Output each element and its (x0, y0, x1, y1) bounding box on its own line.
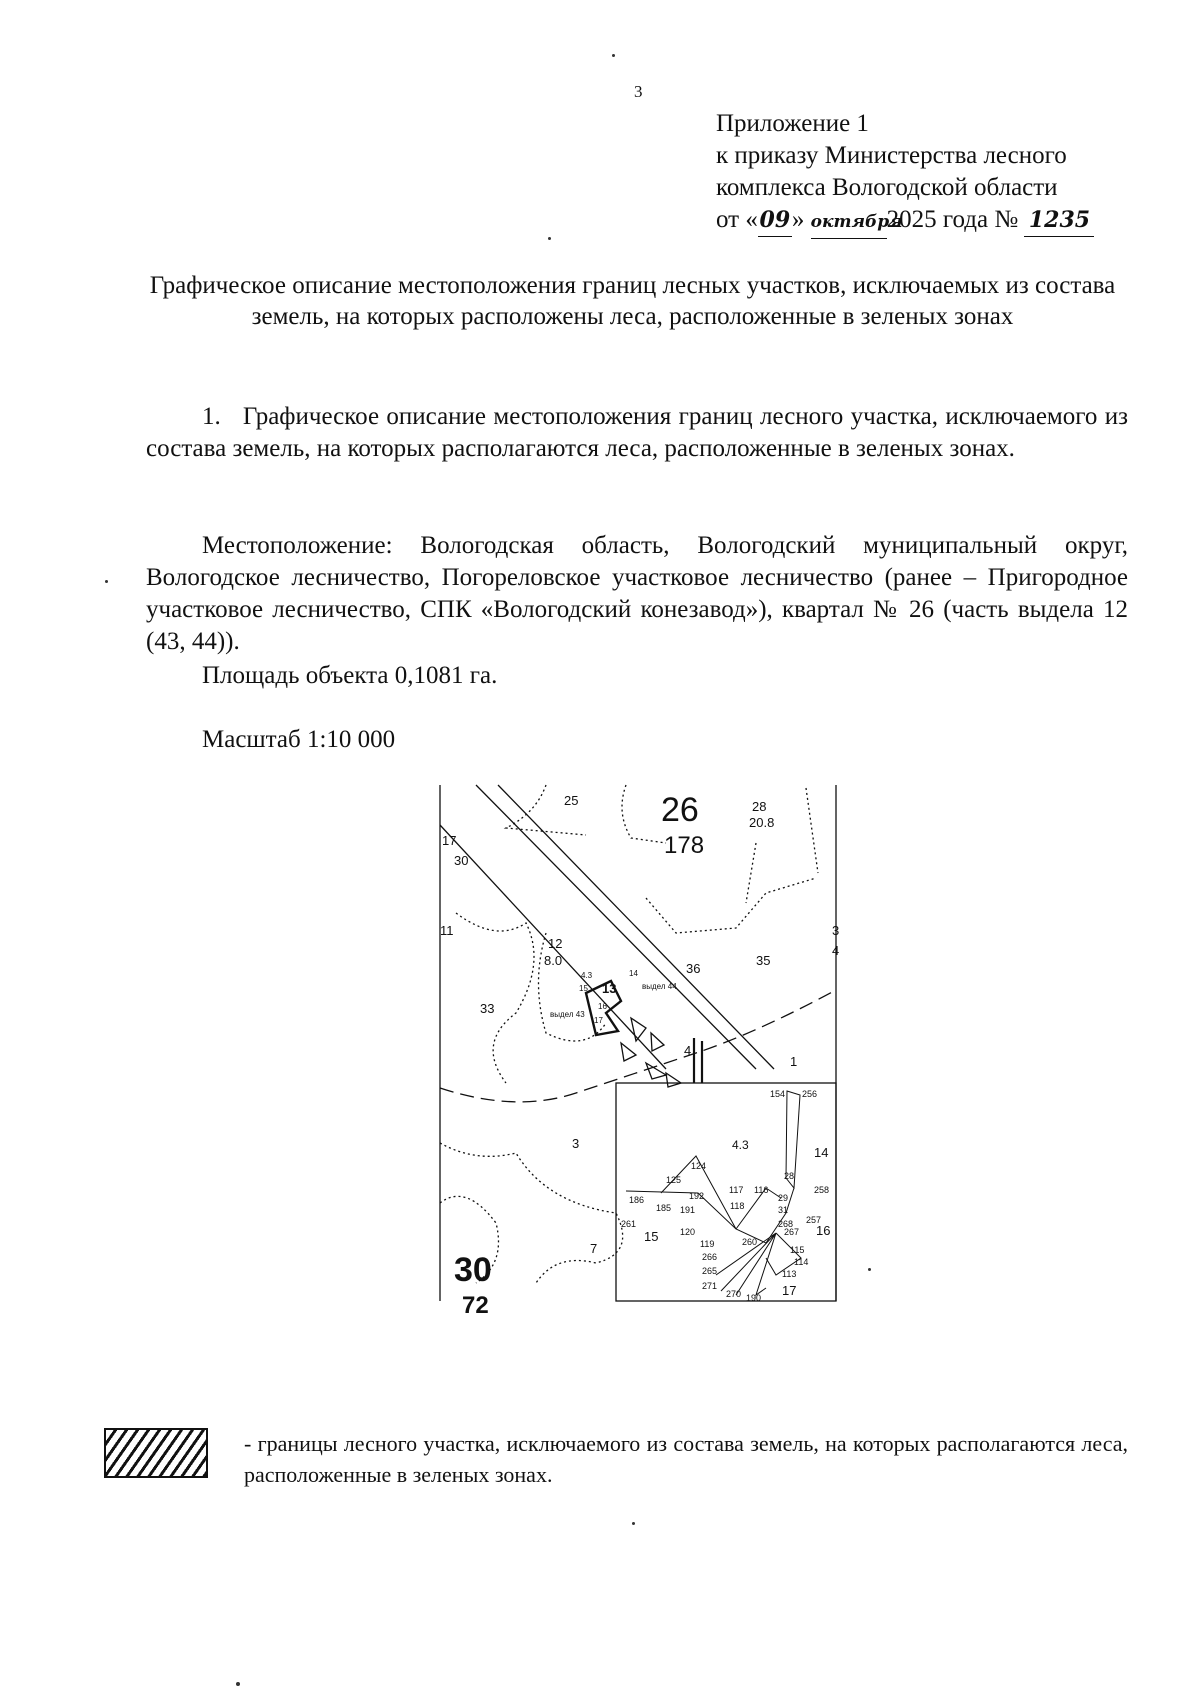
inset-label: 113 (782, 1269, 797, 1279)
appendix-line-2: к приказу Министерства лесного (716, 142, 1067, 169)
map-plot-label: 11 (440, 923, 454, 938)
appendix-line-3: комплекса Вологодской области (716, 174, 1058, 201)
appendix-date-line (716, 204, 1094, 239)
scan-speck (632, 1522, 635, 1525)
scan-speck (548, 237, 551, 240)
dashed-boundary (440, 990, 836, 1102)
scan-speck (236, 1682, 240, 1686)
map-plot-label: 30 (454, 853, 469, 868)
road-line (498, 785, 774, 1069)
scale-text: Масштаб 1:10 000 (202, 726, 396, 753)
appendix-line-1: Приложение 1 (716, 110, 869, 137)
inset-label: 192 (689, 1191, 705, 1201)
inset-label: 17 (782, 1283, 797, 1298)
inset-label: 16 (816, 1223, 831, 1238)
inset-label: 185 (656, 1203, 672, 1213)
inset-label: 271 (702, 1281, 718, 1291)
map-plot-label: 17 (442, 833, 457, 848)
inset-label: 125 (666, 1175, 682, 1185)
inset-label: 115 (790, 1245, 805, 1255)
date-prefix: от « (716, 206, 758, 233)
page-number: 3 (634, 82, 643, 101)
inset-label: 265 (702, 1266, 718, 1276)
inset-label: 191 (680, 1205, 696, 1215)
inset-label: 116 (754, 1185, 769, 1195)
quarter-area-bottom: 72 (462, 1292, 489, 1319)
inset-label: 261 (621, 1219, 637, 1229)
date-year: 2025 года № (886, 206, 1019, 233)
inset-label: 120 (680, 1227, 696, 1237)
date-month: октября (811, 206, 887, 239)
legend-hatch-swatch (104, 1428, 208, 1478)
map-plot-label: 4 (684, 1043, 692, 1058)
inset-label: 267 (784, 1227, 800, 1237)
dotted-boundary (806, 788, 818, 873)
legend-text: - границы лесного участка, исключаемого из состава земель, на которых располагаются леса, расположенные в зеленых зонах. (244, 1431, 1128, 1487)
map-plot-label: 12 (548, 936, 563, 951)
map-plot-label: 20.8 (749, 815, 775, 830)
inset-label: 154 (770, 1089, 786, 1099)
inset-label: 124 (691, 1161, 707, 1171)
inset-label: 258 (814, 1185, 830, 1195)
map-plot-label: 35 (756, 953, 771, 968)
appendix-header (716, 108, 1094, 239)
inset-label: 31 (778, 1205, 789, 1215)
document-title: Графическое описание местоположения границ лесных участков, исключаемых из состава земель, на которых расположены леса, расположенные в зеленых зонах (149, 272, 1116, 330)
inset-label: 14 (814, 1145, 829, 1160)
map-plot-label: 33 (480, 1001, 495, 1016)
scan-speck (868, 1268, 871, 1271)
inset-label: 4.3 (732, 1138, 749, 1152)
map-plot-label: 7 (590, 1241, 598, 1256)
inset-label: 15 (644, 1229, 659, 1244)
map-small-label: 16 (598, 1002, 607, 1011)
dotted-boundary (646, 878, 816, 933)
inset-label: 186 (629, 1195, 645, 1205)
inset-label: 270 (726, 1289, 742, 1299)
map-plot-label: 3 (572, 1136, 580, 1151)
inset-label: 114 (794, 1257, 809, 1267)
map-plot-label: 13 (602, 981, 617, 996)
inset-label: 266 (702, 1252, 718, 1262)
date-mid: » (791, 206, 805, 233)
section-1-paragraph (146, 401, 1128, 465)
quarter-number-top: 26 (661, 791, 699, 829)
scan-speck (105, 580, 108, 583)
inset-label: 190 (746, 1293, 762, 1303)
location-paragraph (146, 530, 1128, 658)
location-text: Местоположение: Вологодская область, Вологодский муниципальный округ, Вологодское лесничество, Погореловское участковое лесничество (ранее – Пригородное участковое лесничество, СПК «Вологодский конезавод»), квартал № 26 (часть выдела 12 (43, 44)). (146, 532, 1128, 655)
inset-label: 260 (742, 1237, 758, 1247)
inset-label: 119 (700, 1239, 715, 1249)
dotted-boundary (456, 913, 534, 1083)
map-plot-label: 28 (752, 799, 767, 814)
map-plot-label: 1 (790, 1054, 798, 1069)
inset-label: 256 (802, 1089, 818, 1099)
map-plot-label: 36 (686, 961, 701, 976)
date-day: 09 (758, 204, 792, 237)
forest-plot-map (436, 783, 840, 1319)
map-plot-label: 8.0 (544, 953, 563, 968)
scan-speck (612, 54, 615, 57)
inset-label: 118 (730, 1201, 745, 1211)
map-small-label: 14 (629, 969, 638, 978)
inset-label: 117 (729, 1185, 744, 1195)
inset-label: 29 (778, 1193, 789, 1203)
map-plot-label: 4 (832, 943, 840, 958)
map-small-label: выдел 43 (550, 1010, 585, 1019)
area-text: Площадь объекта 0,1081 га. (202, 662, 498, 689)
order-number: 1235 (1024, 204, 1094, 237)
inset-label: 257 (806, 1215, 822, 1225)
map-small-label: 15 (579, 984, 588, 993)
quarter-number-bottom: 30 (454, 1251, 492, 1289)
map-plot-label: 3 (832, 923, 840, 938)
quarter-area-top: 178 (664, 832, 705, 859)
map-small-label: выдел 44 (642, 982, 677, 991)
map-small-label: 4.3 (581, 971, 593, 980)
dotted-boundary (746, 843, 756, 903)
map-plot-label: 25 (564, 793, 579, 808)
inset-label: 28 (784, 1171, 795, 1181)
section-1-text: 1. Графическое описание местоположения границ лесного участка, исключаемого из состава земель, на которых располагаются леса, расположенные в зеленых зонах. (146, 403, 1128, 462)
dotted-boundary (622, 785, 666, 843)
map-small-label: 17 (594, 1016, 603, 1025)
inset-label: 268 (778, 1219, 794, 1229)
